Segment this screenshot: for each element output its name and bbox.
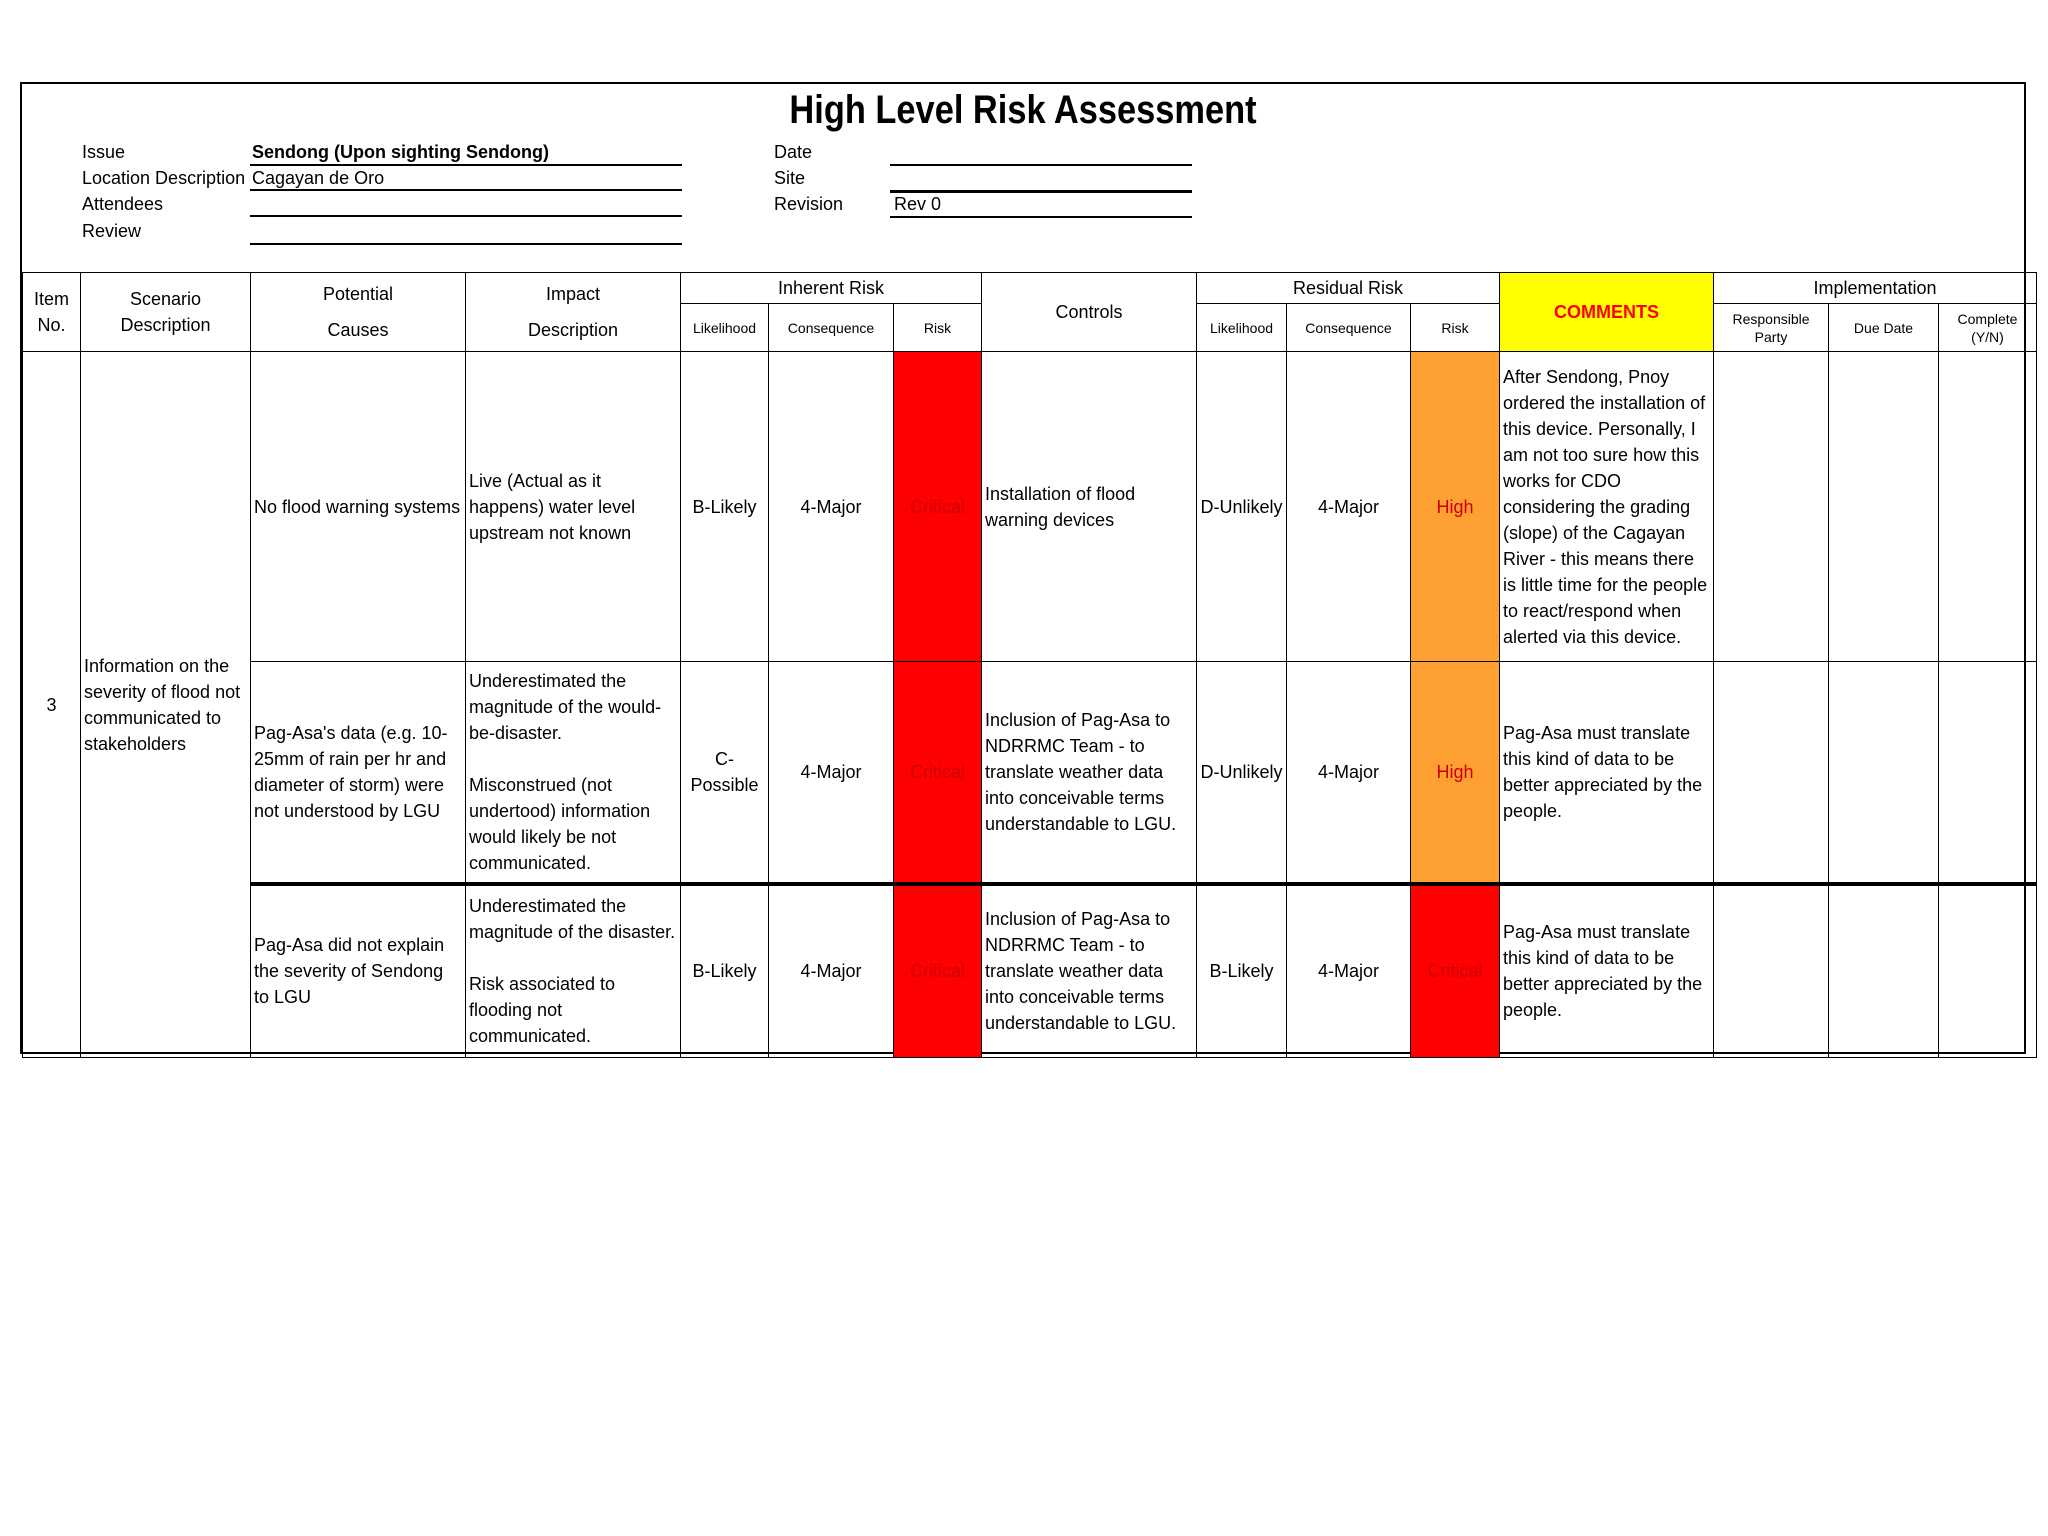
impact-text: Underestimated the magnitude of the would-be-disaster. xyxy=(469,670,662,743)
site-underline xyxy=(890,190,1192,193)
location-label: Location Description xyxy=(82,168,246,188)
impact-text-secondary: Misconstrued (not undertood) information would likely be not communicated. xyxy=(469,774,651,873)
inherent-likelihood-cell: B-Likely xyxy=(681,352,769,662)
header-inh-likelihood: Likelihood xyxy=(681,304,769,352)
comments-cell: Pag-Asa must translate this kind of data to be better appreciated by the people. xyxy=(1500,662,1714,884)
comments-cell: After Sendong, Pnoy ordered the installation of this device. Personally, I am not too sure how this works for CDO considering the grading (slope) of the Cagayan River - this means there is little time for the people to react/respond when alerted via this device. xyxy=(1500,352,1714,662)
header-impact-top: Impact xyxy=(545,284,601,304)
due-date-cell[interactable] xyxy=(1829,884,1939,1058)
residual-risk-cell: Critical xyxy=(1411,884,1500,1058)
header-complete: Complete (Y/N) xyxy=(1939,304,2037,352)
table-row xyxy=(23,662,2037,884)
residual-risk-cell: High xyxy=(1411,352,1500,662)
header-controls: Controls xyxy=(982,273,1197,352)
table-row xyxy=(23,352,2037,662)
revision-underline xyxy=(890,216,1192,218)
issue-underline xyxy=(250,164,682,166)
issue-value: Sendong (Upon sighting Sendong) xyxy=(252,142,549,162)
risk-assessment-sheet xyxy=(20,82,2026,1054)
header-implementation: Implementation xyxy=(1714,273,2037,304)
location-underline xyxy=(250,189,682,191)
document-title: High Level Risk Assessment xyxy=(789,88,1257,132)
header-causes-bottom: Causes xyxy=(327,320,389,340)
complete-cell[interactable] xyxy=(1939,662,2037,884)
header-res-likelihood: Likelihood xyxy=(1197,304,1287,352)
residual-consequence-cell: 4-Major xyxy=(1287,884,1411,1058)
inherent-likelihood-cell: B-Likely xyxy=(681,884,769,1058)
inherent-risk-cell: Critical xyxy=(894,662,982,884)
issue-label: Issue xyxy=(82,142,126,162)
header-inherent-risk: Inherent Risk xyxy=(681,273,982,304)
impact-cell xyxy=(466,662,681,884)
inherent-risk-cell: Critical xyxy=(894,352,982,662)
header-residual-risk: Residual Risk xyxy=(1197,273,1500,304)
comments-cell: Pag-Asa must translate this kind of data to be better appreciated by the people. xyxy=(1500,884,1714,1058)
complete-cell[interactable] xyxy=(1939,884,2037,1058)
header-res-consequence: Consequence xyxy=(1287,304,1411,352)
due-date-cell[interactable] xyxy=(1829,352,1939,662)
risk-table xyxy=(22,272,2037,1058)
responsible-party-cell[interactable] xyxy=(1714,662,1829,884)
responsible-party-cell[interactable] xyxy=(1714,352,1829,662)
revision-value: Rev 0 xyxy=(894,194,942,214)
header-impact-description xyxy=(466,273,681,352)
due-date-cell[interactable] xyxy=(1829,662,1939,884)
controls-cell: Inclusion of Pag-Asa to NDRRMC Team - to translate weather data into conceivable terms understandable to LGU. xyxy=(982,662,1197,884)
inherent-risk-cell: Critical xyxy=(894,884,982,1058)
review-underline xyxy=(250,243,682,245)
header-responsible-party: Responsible Party xyxy=(1714,304,1829,352)
header-item-no: Item No. xyxy=(23,273,81,352)
inherent-consequence-cell: 4-Major xyxy=(769,352,894,662)
controls-cell: Inclusion of Pag-Asa to NDRRMC Team - to translate weather data into conceivable terms understandable to LGU. xyxy=(982,884,1197,1058)
inherent-likelihood-cell: C-Possible xyxy=(681,662,769,884)
cause-cell: Pag-Asa's data (e.g. 10-25mm of rain per hr and diameter of storm) were not understood by LGU xyxy=(251,662,466,884)
review-label: Review xyxy=(82,221,142,241)
residual-likelihood-cell: D-Unlikely xyxy=(1197,352,1287,662)
scenario-description: Information on the severity of flood not communicated to stakeholders xyxy=(81,352,251,1058)
cause-cell: Pag-Asa did not explain the severity of Sendong to LGU xyxy=(251,884,466,1058)
attendees-underline xyxy=(250,215,682,217)
date-label: Date xyxy=(774,142,813,162)
date-underline xyxy=(890,164,1192,166)
header-impact-bottom: Description xyxy=(527,320,619,340)
impact-text-secondary: Risk associated to flooding not communicated. xyxy=(469,974,616,1047)
cause-cell: No flood warning systems xyxy=(251,352,466,662)
inherent-consequence-cell: 4-Major xyxy=(769,662,894,884)
controls-cell: Installation of flood warning devices xyxy=(982,352,1197,662)
residual-risk-cell: High xyxy=(1411,662,1500,884)
impact-cell: Live (Actual as it happens) water level upstream not known xyxy=(466,352,681,662)
table-row xyxy=(23,884,2037,1058)
header-inh-risk: Risk xyxy=(894,304,982,352)
header-causes-top: Potential xyxy=(322,284,394,304)
residual-likelihood-cell: D-Unlikely xyxy=(1197,662,1287,884)
attendees-label: Attendees xyxy=(82,194,164,214)
location-value: Cagayan de Oro xyxy=(252,168,385,188)
header-scenario: Scenario Description xyxy=(81,273,251,352)
revision-label: Revision xyxy=(774,194,844,214)
header-potential-causes xyxy=(251,273,466,352)
impact-cell xyxy=(466,884,681,1058)
complete-cell[interactable] xyxy=(1939,352,2037,662)
inherent-consequence-cell: 4-Major xyxy=(769,884,894,1058)
header-comments: COMMENTS xyxy=(1500,273,1714,352)
impact-text: Underestimated the magnitude of the disaster. xyxy=(469,896,676,943)
residual-consequence-cell: 4-Major xyxy=(1287,352,1411,662)
residual-consequence-cell: 4-Major xyxy=(1287,662,1411,884)
header-res-risk: Risk xyxy=(1411,304,1500,352)
header-inh-consequence: Consequence xyxy=(769,304,894,352)
site-label: Site xyxy=(774,168,806,188)
residual-likelihood-cell: B-Likely xyxy=(1197,884,1287,1058)
header-due-date: Due Date xyxy=(1829,304,1939,352)
responsible-party-cell[interactable] xyxy=(1714,884,1829,1058)
item-number: 3 xyxy=(23,352,81,1058)
